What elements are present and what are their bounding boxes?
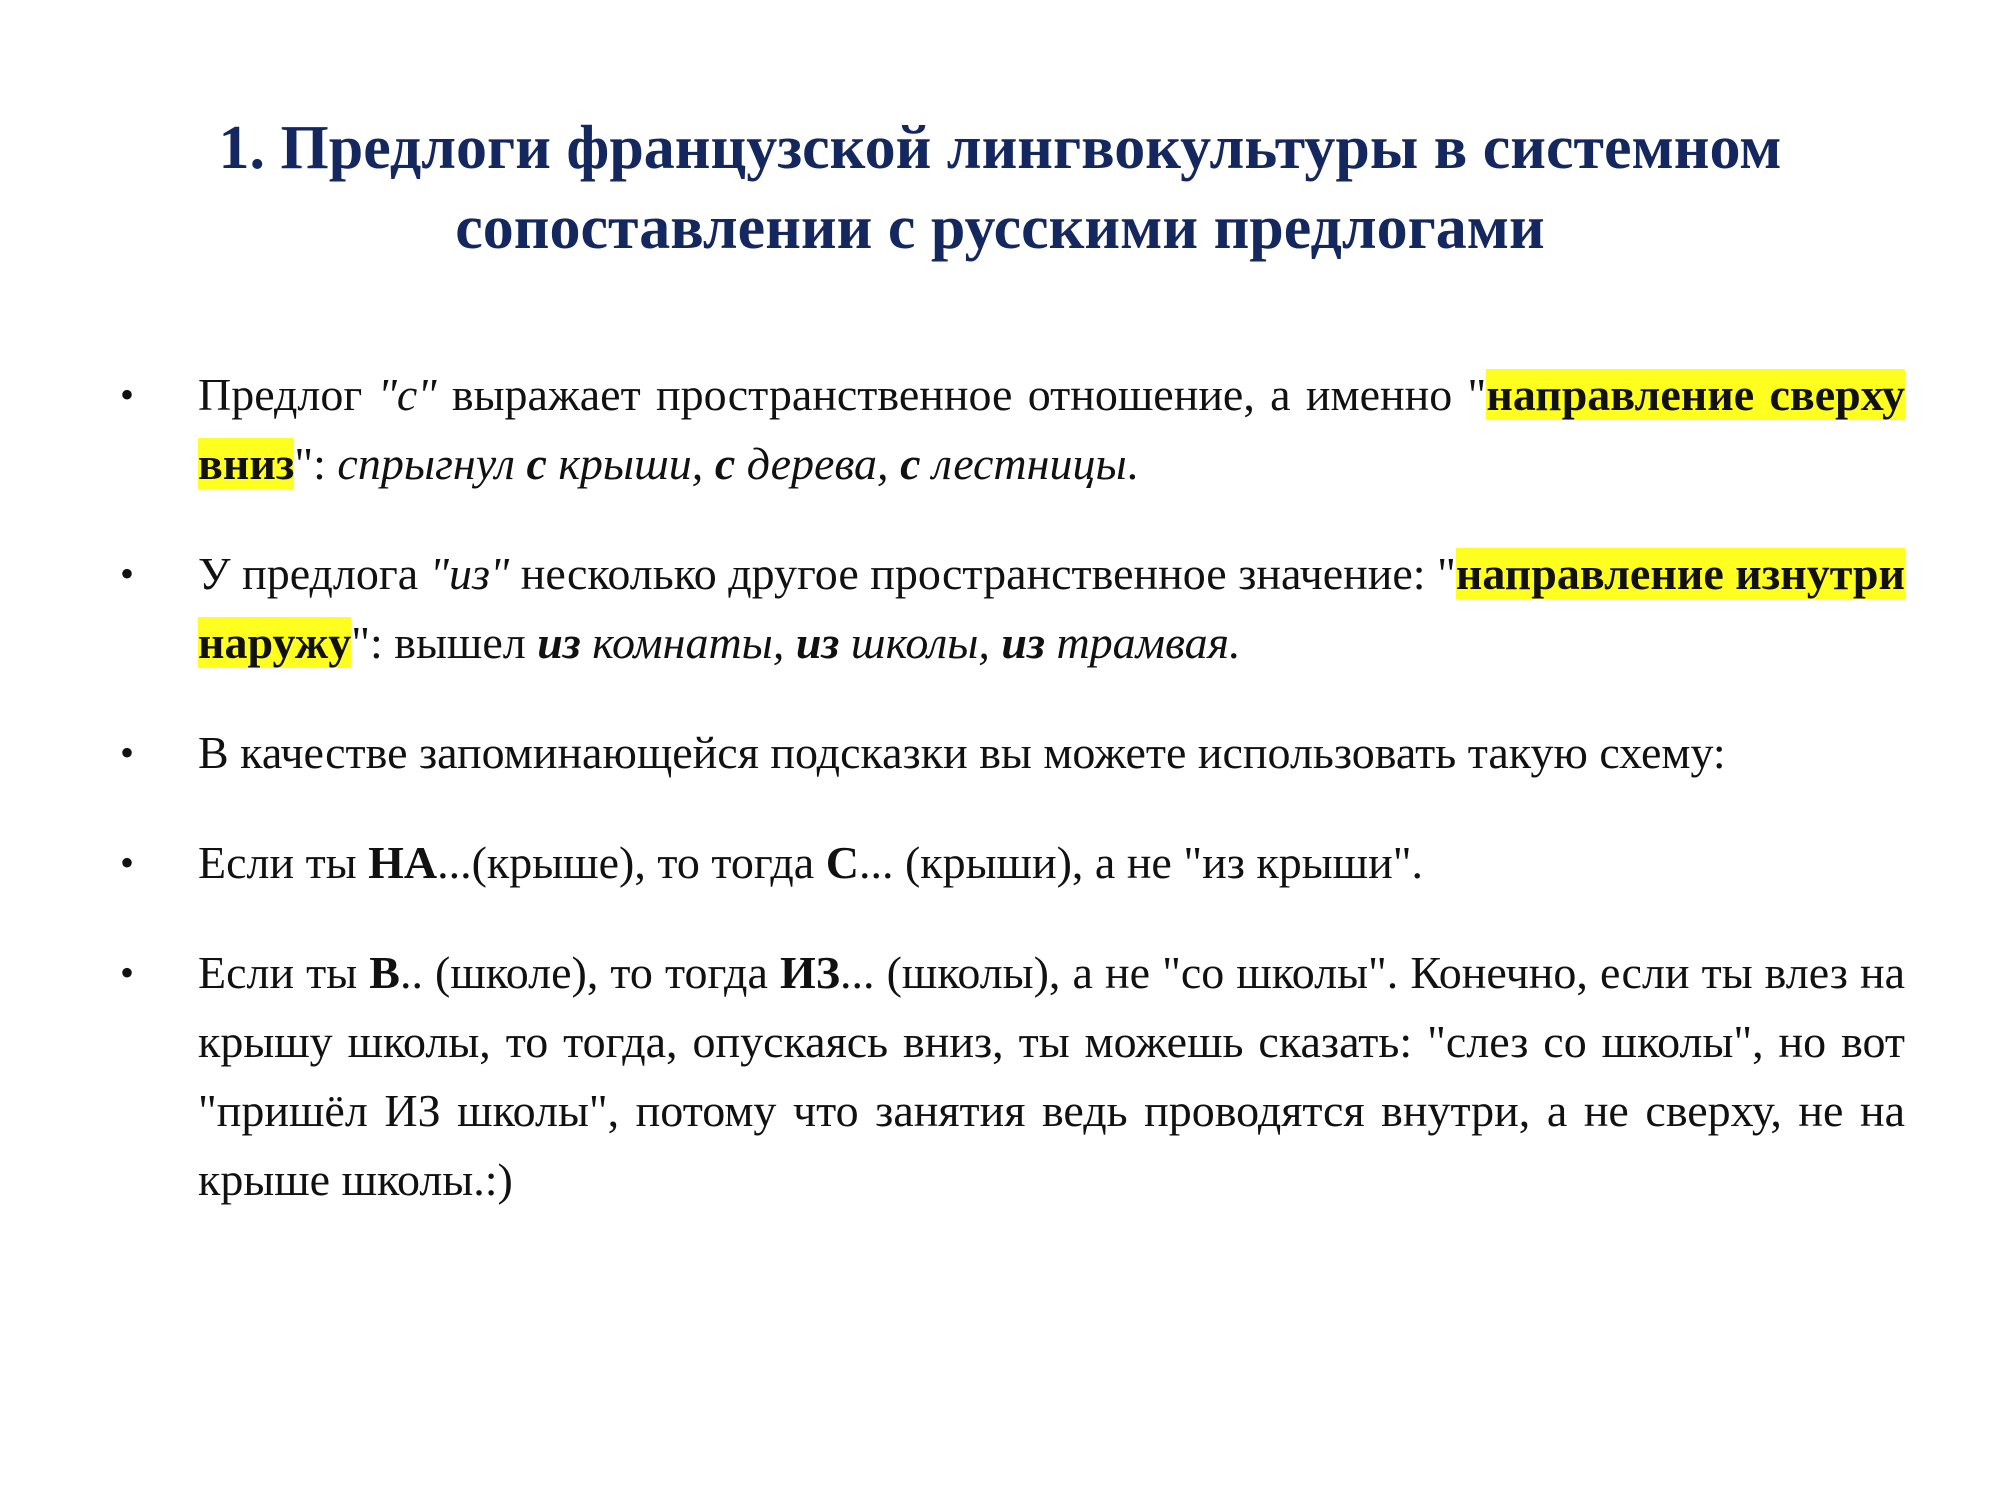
text-segment: Предлог [198, 369, 378, 420]
example-preposition: из [537, 617, 581, 668]
text-segment: Если ты [198, 837, 369, 888]
bullet-marker: • [120, 372, 135, 417]
bold-preposition: НА [368, 837, 438, 888]
bold-preposition: В [369, 947, 400, 998]
example-text: крыши, [546, 438, 715, 489]
example-text: лестницы [920, 438, 1127, 489]
preposition-iz-quoted: "из" [429, 548, 510, 599]
bullet-item-1 [115, 360, 1905, 498]
example-preposition: с [900, 438, 921, 489]
text-segment: У предлога [198, 548, 430, 599]
bullet-marker: • [120, 730, 135, 775]
example-preposition: с [714, 438, 736, 489]
text-segment: несколько другое пространственное значение: " [509, 548, 1456, 599]
bullet-item-3 [115, 718, 1905, 787]
example-text: комнаты, [580, 617, 796, 668]
text-segment: ... (крыши), а не "из крыши". [858, 837, 1423, 888]
text-segment: выражает пространственное отношение, а именно " [436, 369, 1487, 420]
text-segment: ... (школы), а не "со школы". Конечно, если ты влез на крышу школы, то тогда, опускаясь вниз, ты можешь сказать: "слез со школы", но вот "пришёл ИЗ школы", потому что занятия ведь проводятся внутри, а не сверху, не на крыше школы.:) [198, 947, 1905, 1205]
bullet-item-4 [115, 828, 1905, 897]
highlighted-meaning-inside-out: направление изнутри наружу [198, 548, 1905, 668]
text-segment: . [1126, 438, 1139, 489]
example-preposition: из [1001, 617, 1045, 668]
bullet-marker: • [120, 551, 135, 596]
example-preposition: с [526, 438, 547, 489]
text-segment: ...(крыше), то тогда [437, 837, 826, 888]
slide-title-line-1: 1. Предлоги французской лингвокультуры в системном [218, 114, 1782, 182]
example-preposition: из [795, 617, 840, 668]
example-text: школы, [839, 617, 1002, 668]
slide-title [100, 108, 1900, 268]
example-text: спрыгнул [337, 438, 527, 489]
example-text: дерева, [735, 438, 901, 489]
bullet-item-2 [115, 539, 1905, 677]
preposition-s-quoted: "с" [377, 369, 437, 420]
text-segment: В качестве запоминающейся подсказки вы можете использовать такую схему: [198, 727, 1726, 778]
text-segment: ": вышел [351, 617, 538, 668]
text-segment: .. (школе), то тогда [399, 947, 780, 998]
bullet-marker: • [120, 950, 135, 995]
slide-title-line-2: сопоставлении с русскими предлогами [455, 194, 1545, 262]
bullet-item-5 [115, 938, 1905, 1214]
bullet-marker: • [120, 840, 135, 885]
bold-preposition: ИЗ [779, 947, 841, 998]
bold-preposition: С [825, 837, 859, 888]
text-segment: Если ты [198, 947, 370, 998]
text-segment: ": [294, 438, 338, 489]
example-text: трамвая. [1044, 617, 1241, 668]
bullet-list [115, 360, 1905, 1214]
highlighted-meaning-top-down: направление сверху вниз [198, 369, 1905, 489]
